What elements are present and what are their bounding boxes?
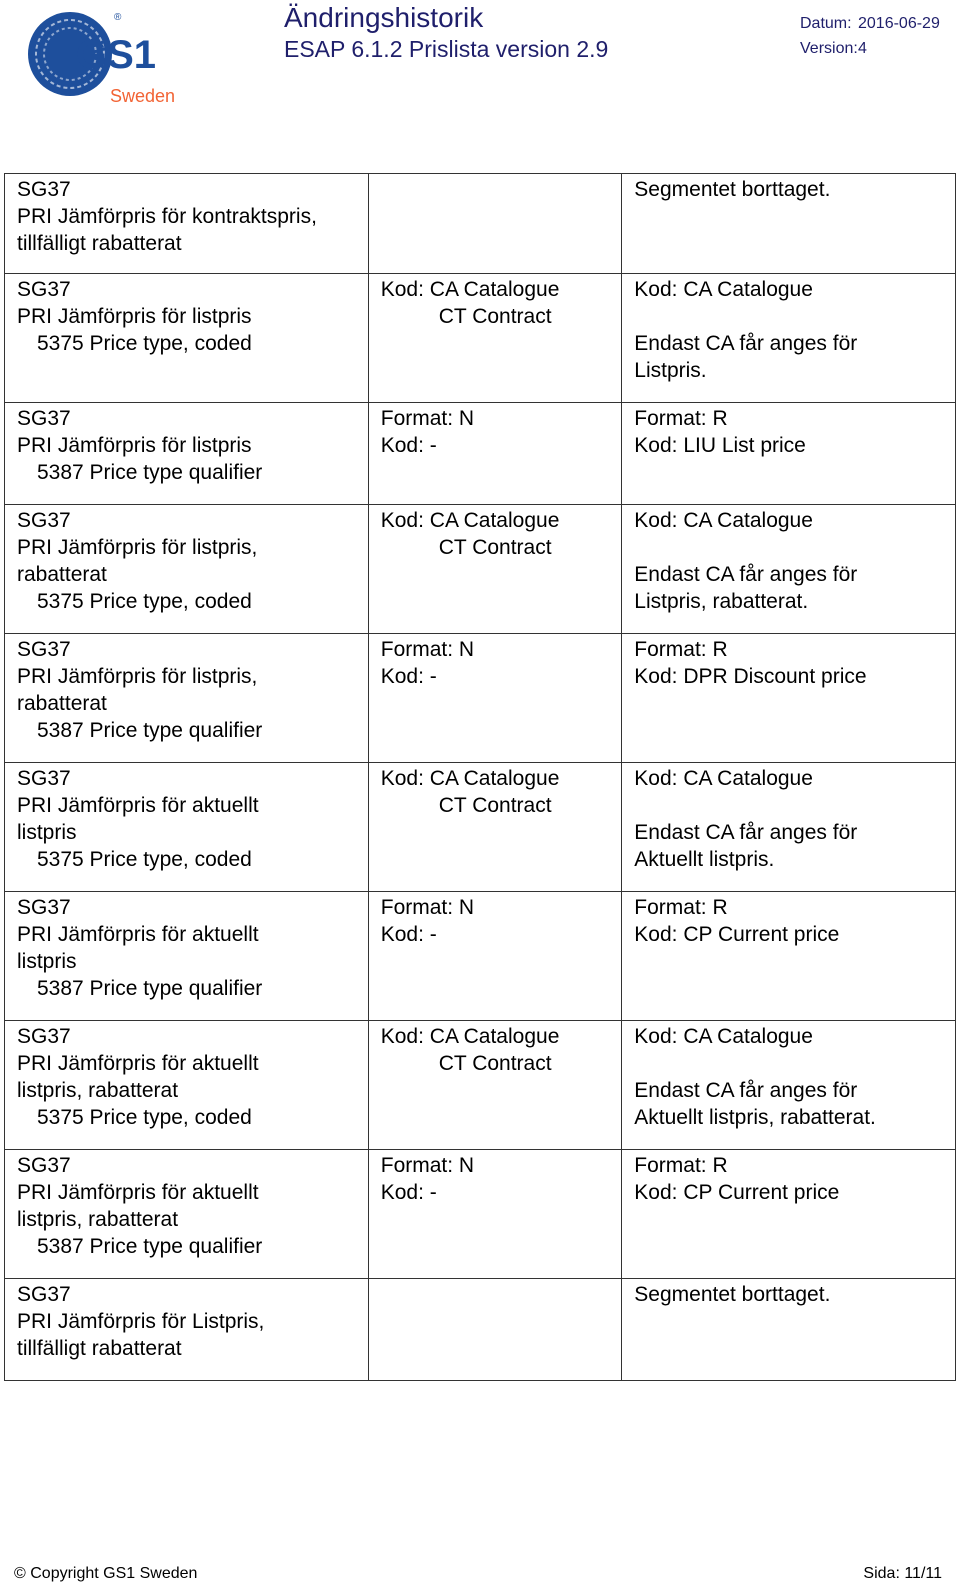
table-row <box>5 763 956 892</box>
segment-cell <box>5 1279 369 1381</box>
segment-cell <box>5 763 369 892</box>
cell-line: Aktuellt listpris. <box>634 848 775 871</box>
version-label: Version: <box>800 40 858 57</box>
cell-line: PRI Jämförpris för listpris, <box>17 536 258 559</box>
old-value-cell <box>368 174 622 274</box>
logo-subtext: Sweden <box>110 86 176 106</box>
svg-text:®: ® <box>114 12 122 23</box>
cell-line: Kod: DPR Discount price <box>634 665 867 688</box>
document-title: Ändringshistorik <box>284 2 484 33</box>
cell-line: 5375 Price type, coded <box>37 590 252 613</box>
table-row <box>5 1150 956 1279</box>
version-value: 4 <box>858 40 867 57</box>
cell-line: Kod: LIU List price <box>634 434 806 457</box>
new-value-cell <box>622 634 956 763</box>
new-value-cell <box>622 892 956 1021</box>
cell-line: Format: N <box>380 896 475 919</box>
table-row <box>5 174 956 274</box>
cell-line: listpris <box>17 821 77 844</box>
cell-line: SG37 <box>17 767 71 790</box>
cell-line: Endast CA får anges för <box>634 821 858 844</box>
logo-text: GS1 <box>76 33 157 77</box>
segment-cell <box>5 174 369 274</box>
cell-line: Segmentet borttaget. <box>634 1283 831 1306</box>
cell-line: PRI Jämförpris för kontraktspris, <box>17 205 317 228</box>
cell-line: Format: R <box>634 638 728 661</box>
cell-line: CT Contract <box>438 536 552 559</box>
gs1-sweden-logo <box>18 10 178 110</box>
date-line <box>800 15 940 33</box>
cell-line: Kod: CA Catalogue <box>380 278 560 301</box>
page-number: Sida: 11/11 <box>863 1565 942 1582</box>
cell-line: rabatterat <box>17 692 107 715</box>
old-value-cell <box>368 634 622 763</box>
cell-line: Format: N <box>380 407 475 430</box>
copyright-text: © Copyright GS1 Sweden <box>14 1565 198 1582</box>
cell-line: Kod: CA Catalogue <box>634 1025 813 1048</box>
cell-line: Kod: CA Catalogue <box>634 767 813 790</box>
cell-line: Kod: - <box>380 434 437 457</box>
cell-line: Kod: CA Catalogue <box>634 509 813 532</box>
cell-line: Kod: - <box>380 1181 437 1204</box>
segment-cell <box>5 505 369 634</box>
cell-line: PRI Jämförpris för listpris <box>17 434 252 457</box>
document-subtitle: ESAP 6.1.2 Prislista version 2.9 <box>284 36 609 62</box>
cell-line: Format: R <box>634 407 728 430</box>
cell-line: 5375 Price type, coded <box>37 848 252 871</box>
segment-cell <box>5 892 369 1021</box>
cell-line: Format: N <box>380 1154 475 1177</box>
table-row <box>5 505 956 634</box>
cell-line: listpris <box>17 950 77 973</box>
cell-line: 5387 Price type qualifier <box>37 977 263 1000</box>
cell-line: PRI Jämförpris för aktuellt <box>17 794 259 817</box>
table-row <box>5 892 956 1021</box>
table-row <box>5 634 956 763</box>
new-value-cell <box>622 274 956 403</box>
gs1-logo-graphic <box>18 10 178 110</box>
cell-line: SG37 <box>17 407 71 430</box>
cell-line: Kod: CA Catalogue <box>380 767 560 790</box>
table-row <box>5 1021 956 1150</box>
cell-line: SG37 <box>17 1283 71 1306</box>
new-value-cell <box>622 403 956 505</box>
cell-line: SG37 <box>17 509 71 532</box>
cell-line: tillfälligt rabatterat <box>17 1337 182 1360</box>
cell-line: PRI Jämförpris för listpris, <box>17 665 258 688</box>
cell-line: CT Contract <box>438 305 552 328</box>
old-value-cell <box>368 403 622 505</box>
cell-line: tillfälligt rabatterat <box>17 232 182 255</box>
cell-line: CT Contract <box>438 794 552 817</box>
cell-line: Endast CA får anges för <box>634 332 858 355</box>
cell-line: PRI Jämförpris för listpris <box>17 305 252 328</box>
old-value-cell <box>368 892 622 1021</box>
cell-line: PRI Jämförpris för aktuellt <box>17 1052 259 1075</box>
segment-cell <box>5 1150 369 1279</box>
old-value-cell <box>368 763 622 892</box>
old-value-cell <box>368 1021 622 1150</box>
cell-line: Listpris, rabatterat. <box>634 590 809 613</box>
cell-line: Format: R <box>634 1154 728 1177</box>
segment-cell <box>5 634 369 763</box>
new-value-cell <box>622 505 956 634</box>
table-row <box>5 274 956 403</box>
cell-line: rabatterat <box>17 563 107 586</box>
cell-line: Kod: CA Catalogue <box>634 278 813 301</box>
cell-line: Kod: CP Current price <box>634 923 840 946</box>
cell-line: SG37 <box>17 896 71 919</box>
new-value-cell <box>622 1021 956 1150</box>
cell-line: Kod: CP Current price <box>634 1181 840 1204</box>
table-row <box>5 403 956 505</box>
table-row <box>5 1279 956 1381</box>
cell-line: listpris, rabatterat <box>17 1208 179 1231</box>
new-value-cell <box>622 763 956 892</box>
cell-line: PRI Jämförpris för Listpris, <box>17 1310 265 1333</box>
cell-line: Aktuellt listpris, rabatterat. <box>634 1106 876 1129</box>
cell-line: Endast CA får anges för <box>634 1079 858 1102</box>
new-value-cell <box>622 1279 956 1381</box>
old-value-cell <box>368 274 622 403</box>
date-value: 2016-06-29 <box>858 15 940 32</box>
cell-line: SG37 <box>17 1025 71 1048</box>
segment-cell <box>5 403 369 505</box>
cell-line: 5387 Price type qualifier <box>37 1235 263 1258</box>
cell-line: listpris, rabatterat <box>17 1079 179 1102</box>
cell-line: Kod: - <box>380 665 437 688</box>
old-value-cell <box>368 1279 622 1381</box>
cell-line: PRI Jämförpris för aktuellt <box>17 1181 259 1204</box>
segment-cell <box>5 274 369 403</box>
new-value-cell <box>622 174 956 274</box>
date-label: Datum: <box>800 15 852 32</box>
cell-line: SG37 <box>17 178 71 201</box>
cell-line: 5375 Price type, coded <box>37 332 252 355</box>
cell-line: SG37 <box>17 278 71 301</box>
cell-line: SG37 <box>17 638 71 661</box>
old-value-cell <box>368 505 622 634</box>
cell-line: PRI Jämförpris för aktuellt <box>17 923 259 946</box>
cell-line: Format: R <box>634 896 728 919</box>
new-value-cell <box>622 1150 956 1279</box>
cell-line: 5387 Price type qualifier <box>37 461 263 484</box>
change-history-table <box>4 173 956 1381</box>
version-line <box>800 40 867 58</box>
old-value-cell <box>368 1150 622 1279</box>
cell-line: 5387 Price type qualifier <box>37 719 263 742</box>
cell-line: Segmentet borttaget. <box>634 178 831 201</box>
cell-line: Format: N <box>380 638 475 661</box>
table-body <box>5 174 956 1381</box>
cell-line: Kod: - <box>380 923 437 946</box>
cell-line: Endast CA får anges för <box>634 563 858 586</box>
cell-line: 5375 Price type, coded <box>37 1106 252 1129</box>
segment-cell <box>5 1021 369 1150</box>
cell-line: Listpris. <box>634 359 707 382</box>
cell-line: Kod: CA Catalogue <box>380 509 560 532</box>
cell-line: SG37 <box>17 1154 71 1177</box>
cell-line: CT Contract <box>438 1052 552 1075</box>
cell-line: Kod: CA Catalogue <box>380 1025 560 1048</box>
